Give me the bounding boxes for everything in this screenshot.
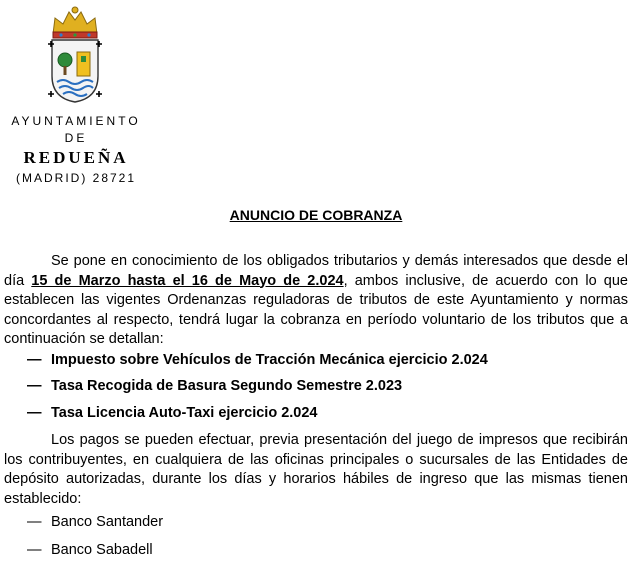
intro-text-start: Se pone en conocimiento de los obligados tributarios y demás interesados que desde el día [4,253,628,289]
dash-bullet: — [27,405,42,421]
tax-item [27,351,488,370]
dash-bullet: — [27,352,42,368]
municipality-name: REDUEÑA [23,148,129,167]
municipality-address: (MADRID) 28721 [15,171,137,185]
tax-item [27,404,318,423]
payment-period: 15 de Marzo hasta el 16 de Mayo de 2.024 [31,272,344,289]
bank-name: Banco Sabadell [51,542,153,558]
bank-item [27,541,153,560]
dash-bullet: — [27,514,42,530]
payment-paragraph: Los pagos se pueden efectuar, previa presentación del juego de impresos que recibirán los contribuyentes, en cualquiera de las oficinas principales o sucursales de las Entidades de depósito autorizadas, durante los días y horarios hábiles de ingreso que las mismas tienen establecido: [4,432,628,507]
bank-name: Banco Santander [51,514,164,530]
dash-bullet: — [27,542,42,558]
letterhead-line-2: DE [64,131,88,145]
tax-item [27,377,402,396]
document-title: ANUNCIO DE COBRANZA [229,207,403,223]
dash-bullet: — [27,378,42,394]
tax-item-label: Impuesto sobre Vehículos de Tracción Mecánica ejercicio 2.024 [51,352,488,368]
bank-item [27,513,163,532]
tax-item-label: Tasa Licencia Auto-Taxi ejercicio 2.024 [51,405,318,421]
intro-paragraph [4,252,628,350]
intro-text-end: , ambos inclusive, de acuerdo con lo que establecen las vigentes Ordenanzas reguladoras de tributos de este Ayuntamiento y normas concordantes al respecto, tendrá lugar la cobranza en período voluntario de los tributos que a continuación se detallan: [4,272,628,347]
letterhead-line-1: AYUNTAMIENTO [11,114,141,128]
coat-of-arms-icon [45,4,105,104]
tax-item-label: Tasa Recogida de Basura Segundo Semestre 2.023 [51,378,403,394]
